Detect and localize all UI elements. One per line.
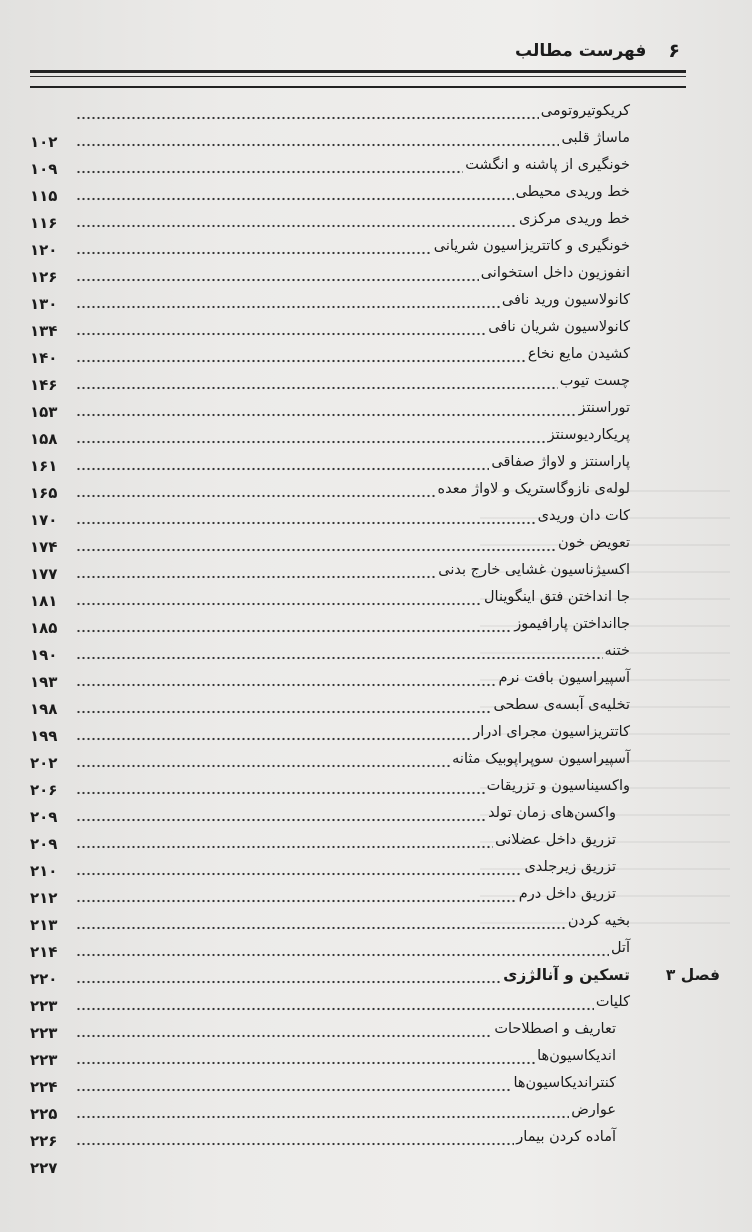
- toc-entry-title: کات دان وریدی: [537, 508, 630, 524]
- toc-page-number: ۱۲۰: [30, 241, 58, 259]
- toc-page-number: ۱۰۹: [30, 160, 58, 178]
- toc-page-number: ۱۵۳: [30, 403, 58, 421]
- toc-entry: [30, 719, 720, 746]
- toc-entry-title: کانولاسیون شریان نافی: [488, 319, 630, 335]
- toc-page-number: ۱۲۶: [30, 268, 58, 286]
- toc-entry: [30, 530, 720, 557]
- toc-entry-title: اکسیژناسیون غشایی خارج بدنی: [438, 562, 630, 578]
- dot-leader: [76, 249, 432, 257]
- toc-page-number: ۲۲۳: [30, 1051, 58, 1069]
- toc-page-number: ۱۸۱: [30, 592, 58, 610]
- toc-entry: [30, 989, 720, 1016]
- dot-leader: [76, 303, 500, 311]
- header-page-number: ۶: [668, 40, 680, 62]
- toc-page-number: ۲۲۴: [30, 1078, 58, 1096]
- dot-leader: [76, 357, 526, 365]
- toc-entry: [30, 665, 720, 692]
- toc-entry: [30, 935, 720, 962]
- dot-leader: [76, 195, 514, 203]
- dot-leader: [76, 168, 463, 176]
- toc-entry: [30, 1124, 720, 1151]
- toc-entry-title: چست تیوب: [559, 373, 630, 389]
- toc-entry-title: ختنه: [604, 643, 630, 659]
- toc-entry: [30, 341, 720, 368]
- toc-entry: [30, 881, 720, 908]
- dot-leader: [76, 978, 501, 986]
- dot-leader: [76, 519, 536, 527]
- toc-entry: [30, 125, 720, 152]
- toc-entry: [30, 476, 720, 503]
- toc-entry: [30, 179, 720, 206]
- toc-page-number: ۱۴۰: [30, 349, 58, 367]
- header-title: فهرست مطالب: [514, 41, 647, 61]
- toc-entry-title: کاتتریزاسیون مجرای ادرار: [473, 724, 630, 740]
- toc-entry-title: خط وریدی محیطی: [515, 184, 630, 200]
- header-rule: [30, 86, 686, 88]
- toc-entry-title: تزریق زیرجلدی: [524, 859, 616, 875]
- dot-leader: [76, 465, 489, 473]
- toc-entry-title: کانولاسیون ورید نافی: [501, 292, 630, 308]
- dot-leader: [76, 330, 486, 338]
- dot-leader: [76, 546, 556, 554]
- toc-page-number: ۱۹۹: [30, 727, 58, 745]
- toc-entry: [30, 449, 720, 476]
- dot-leader: [76, 1005, 594, 1013]
- toc-entry-title: تسکین و آنالژزی: [503, 966, 630, 984]
- dot-leader: [76, 1059, 535, 1067]
- dot-leader: [76, 1140, 514, 1148]
- dot-leader: [76, 1086, 511, 1094]
- toc-entry-title: بخیه کردن: [567, 913, 630, 929]
- dot-leader: [76, 924, 566, 932]
- toc-page-number: ۲۱۳: [30, 916, 58, 934]
- toc-entry-title: واکسن‌های زمان تولد: [488, 805, 616, 821]
- dot-leader: [76, 762, 450, 770]
- toc-entry: [30, 395, 720, 422]
- toc-page-number: ۲۲۰: [30, 970, 58, 988]
- toc-page-number: ۲۰۶: [30, 781, 58, 799]
- toc-entry-title: تعویض خون: [557, 535, 630, 551]
- dot-leader: [76, 1113, 569, 1121]
- dot-leader: [76, 573, 436, 581]
- toc-entry: [30, 287, 720, 314]
- toc-entry: [30, 827, 720, 854]
- toc-page-number: ۱۳۰: [30, 295, 58, 313]
- toc-entry: [30, 260, 720, 287]
- dot-leader: [76, 951, 609, 959]
- toc-entry-title: خونگیری از پاشنه و انگشت: [465, 157, 630, 173]
- toc-page-number: ۲۲۳: [30, 997, 58, 1015]
- dot-leader: [76, 384, 558, 392]
- dot-leader: [76, 816, 486, 824]
- dot-leader: [76, 222, 517, 230]
- toc-entry: [30, 1070, 720, 1097]
- toc-page-number: ۱۴۶: [30, 376, 58, 394]
- toc-page-number: ۱۹۸: [30, 700, 58, 718]
- toc-entry: [30, 206, 720, 233]
- toc-entry: [30, 692, 720, 719]
- toc-entry: [30, 746, 720, 773]
- toc-entry-title: تزریق داخل عضلانی: [495, 832, 616, 848]
- chapter-label: فصل ۳: [665, 966, 720, 984]
- toc-page-number: ۲۲۷: [30, 1159, 58, 1177]
- toc-entry: [30, 800, 720, 827]
- toc-entry-title: جاانداختن پارافیموز: [514, 616, 630, 632]
- dot-leader: [76, 843, 493, 851]
- dot-leader: [76, 708, 491, 716]
- toc-entry: [30, 1043, 720, 1070]
- toc-entry: [30, 584, 720, 611]
- toc-page-number: ۱۳۴: [30, 322, 58, 340]
- toc-entry: [30, 638, 720, 665]
- toc-entry-title: خط وریدی مرکزی: [519, 211, 630, 227]
- toc-entry-title: آماده کردن بیمار: [516, 1129, 616, 1145]
- toc-entry-title: آسپیراسیون سوپراپوبیک مثانه: [452, 751, 630, 767]
- dot-leader: [76, 654, 603, 662]
- toc-entry: [30, 422, 720, 449]
- dot-leader: [76, 438, 546, 446]
- toc-page-number: ۲۲۳: [30, 1024, 58, 1042]
- dot-leader: [76, 600, 482, 608]
- toc-page-number: ۲۱۰: [30, 862, 58, 880]
- toc-entry: [30, 908, 720, 935]
- toc-entry: [30, 1016, 720, 1043]
- dot-leader: [76, 1032, 492, 1040]
- page-header: [510, 36, 680, 66]
- dot-leader: [76, 141, 559, 149]
- toc-entry-title: کریکوتیروتومی: [540, 103, 630, 119]
- header-rule: [30, 76, 686, 77]
- header-rule: [30, 70, 686, 73]
- toc-page-number: ۲۰۹: [30, 808, 58, 826]
- table-of-contents: [30, 98, 720, 1178]
- toc-page-number: ۱۶۱: [30, 457, 58, 475]
- toc-entry-title: خونگیری و کاتتریزاسیون شریانی: [433, 238, 630, 254]
- toc-page-number: ۲۱۲: [30, 889, 58, 907]
- toc-page-number: ۲۰۹: [30, 835, 58, 853]
- dot-leader: [76, 411, 577, 419]
- toc-entry-title: عوارض: [571, 1102, 616, 1118]
- toc-entry-title: انفوزیون داخل استخوانی: [480, 265, 630, 281]
- toc-entry-title: آسپیراسیون بافت نرم: [498, 670, 630, 686]
- toc-page-number: ۱۹۳: [30, 673, 58, 691]
- toc-entry-title: ماساژ قلبی: [561, 130, 630, 146]
- dot-leader: [76, 492, 436, 500]
- toc-page-number: ۱۰۲: [30, 133, 58, 151]
- toc-entry-title: تخلیه‌ی آبسه‌ی سطحی: [493, 697, 630, 713]
- toc-page-number: ۱۷۴: [30, 538, 58, 556]
- toc-entry-title: تزریق داخل درم: [518, 886, 616, 902]
- toc-page-number: ۱۱۵: [30, 187, 58, 205]
- toc-entry: [30, 314, 720, 341]
- toc-page-number: ۱۷۷: [30, 565, 58, 583]
- toc-entry: [30, 503, 720, 530]
- dot-leader: [76, 735, 471, 743]
- toc-entry: [30, 854, 720, 881]
- toc-entry-title: تعاریف و اصطلاحات: [494, 1021, 616, 1037]
- toc-entry-title: آتل: [610, 940, 630, 956]
- toc-page-number: ۱۵۸: [30, 430, 58, 448]
- dot-leader: [76, 627, 512, 635]
- toc-page-number: ۲۲۶: [30, 1132, 58, 1150]
- toc-entry: [30, 1097, 720, 1124]
- toc-entry: [30, 1151, 720, 1178]
- toc-entry-title: کلیات: [595, 994, 630, 1010]
- dot-leader: [76, 681, 497, 689]
- toc-page-number: ۱۶۵: [30, 484, 58, 502]
- toc-entry-title: پریکاردیوسنتز: [547, 427, 630, 443]
- toc-entry-title: لوله‌ی نازوگاستریک و لاواژ معده: [437, 481, 630, 497]
- toc-page-number: ۲۱۴: [30, 943, 58, 961]
- toc-entry: [30, 152, 720, 179]
- toc-entry-title: کشیدن مایع نخاع: [527, 346, 630, 362]
- dot-leader: [76, 114, 539, 122]
- toc-entry-title: اندیکاسیون‌ها: [537, 1048, 616, 1064]
- dot-leader: [76, 870, 522, 878]
- toc-entry: [30, 233, 720, 260]
- toc-entry-title: کنتراندیکاسیون‌ها: [513, 1075, 616, 1091]
- toc-page-number: ۱۹۰: [30, 646, 58, 664]
- toc-entry: [30, 773, 720, 800]
- dot-leader: [76, 789, 485, 797]
- toc-entry-title: پاراسنتز و لاواژ صفاقی: [491, 454, 630, 470]
- toc-page-number: ۱۷۰: [30, 511, 58, 529]
- toc-entry: [30, 368, 720, 395]
- toc-page-number: ۱۱۶: [30, 214, 58, 232]
- toc-entry: [30, 557, 720, 584]
- toc-entry-title: واکسیناسیون و تزریقات: [486, 778, 630, 794]
- toc-page-number: ۲۰۲: [30, 754, 58, 772]
- dot-leader: [76, 276, 479, 284]
- toc-entry-title: جا انداختن فتق اینگوینال: [484, 589, 630, 605]
- chapter-row: [30, 962, 720, 989]
- toc-entry-title: توراسنتز: [578, 400, 630, 416]
- toc-entry: [30, 98, 720, 125]
- dot-leader: [76, 897, 517, 905]
- toc-page-number: ۲۲۵: [30, 1105, 58, 1123]
- toc-page-number: ۱۸۵: [30, 619, 58, 637]
- toc-entry: [30, 611, 720, 638]
